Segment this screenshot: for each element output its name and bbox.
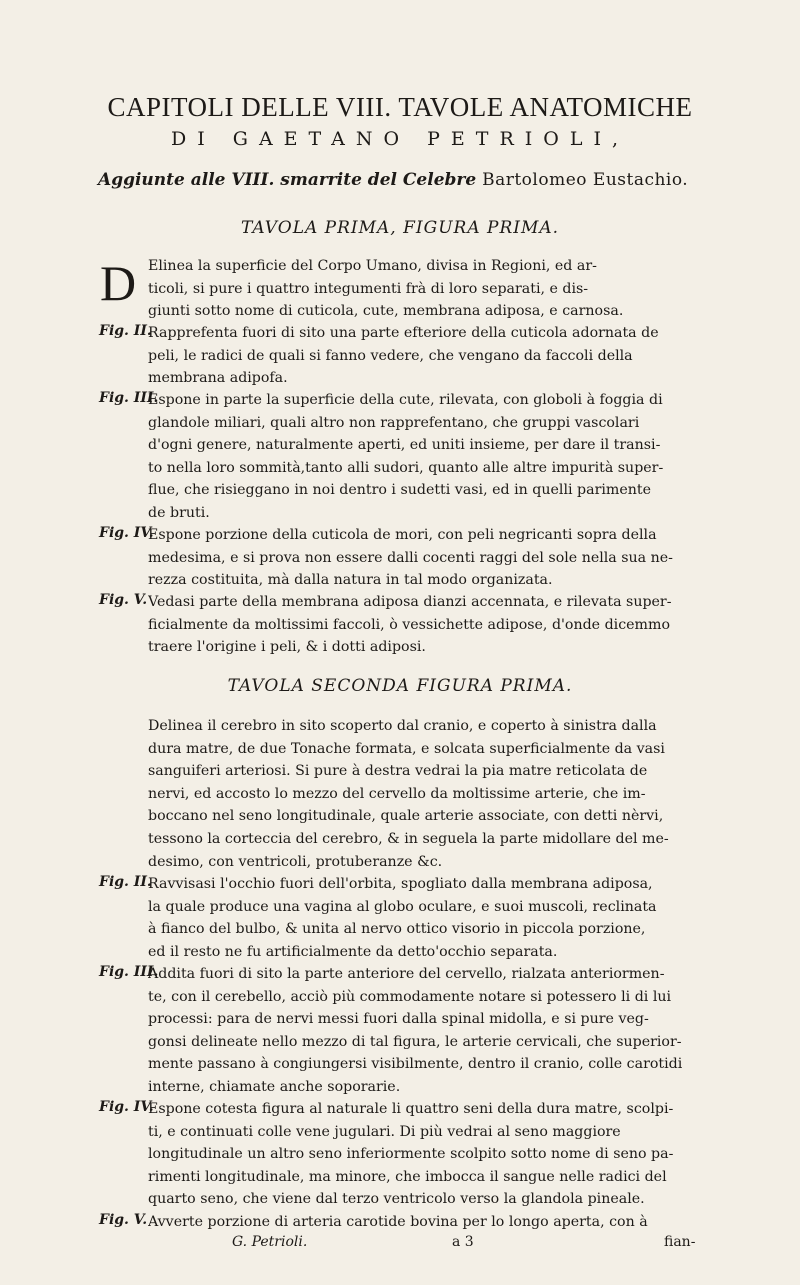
text-line: Elinea la superficie del Corpo Umano, divisa in Regioni, ed ar- — [148, 258, 597, 274]
text-line: traere l'origine i peli, & i dotti adiposi. — [148, 639, 426, 656]
section-title-tavola-seconda: TAVOLA SECONDA FIGURA PRIMA. — [227, 676, 573, 696]
fig-label: Fig. V. — [99, 592, 148, 608]
text-line: Espone cotesta figura al naturale li quattro seni della dura matre, scolpi- — [148, 1101, 674, 1117]
text-line: ti, e continuati colle vene jugulari. Di più vedrai al seno maggiore — [148, 1123, 621, 1140]
fig-label: Fig. III. — [99, 390, 159, 406]
subtitle — [98, 170, 688, 190]
paragraph-tav1-fig3 — [148, 389, 718, 525]
text-line: processi: para de nervi messi fuori dalla spinal midolla, e si pure veg- — [148, 1011, 649, 1028]
text-line: rimenti longitudinale, ma minore, che imbocca il sangue nelle radici del — [148, 1168, 667, 1185]
paragraph-tav2-fig4 — [148, 1098, 718, 1211]
section-title-tavola-prima: TAVOLA PRIMA, FIGURA PRIMA. — [240, 218, 560, 238]
text-line: Espone porzione della cuticola de mori, con peli negricanti sopra della — [148, 527, 657, 543]
paragraph-tav1-fig4 — [148, 524, 718, 592]
text-line: giunti sotto nome di cuticola, cute, membrana adiposa, e carnosa. — [148, 303, 624, 320]
text-line: Ravvisasi l'occhio fuori dell'orbita, spogliato dalla membrana adiposa, — [148, 876, 653, 892]
fig-label: Fig. IV. — [99, 1099, 154, 1115]
text-line: Delinea il cerebro in sito scoperto dal cranio, e coperto à sinistra dalla — [148, 718, 657, 734]
text-line: sanguiferi arteriosi. Si pure à destra vedrai la pia matre reticolata de — [148, 763, 648, 780]
paragraph-tav2-fig1 — [148, 715, 718, 873]
text-line: Avverte porzione di arteria carotide bovina per lo longo aperta, con à — [148, 1214, 648, 1230]
text-line: à fianco del bulbo, & unita al nervo ottico visorio in piccola porzione, — [148, 921, 646, 938]
text-line: nervi, ed accosto lo mezzo del cervello da moltissime arterie, che im- — [148, 785, 646, 802]
text-line: Rapprefenta fuori di sito una parte efteriore della cuticola adornata de — [148, 325, 659, 341]
text-line: tessono la corteccia del cerebro, & in seguela la parte midollare del me- — [148, 830, 669, 847]
drop-cap: D — [100, 255, 137, 311]
signature-mark: a 3 — [452, 1234, 474, 1250]
fig-label: Fig. II. — [99, 874, 152, 890]
paragraph-tav1-fig2 — [148, 322, 718, 390]
paragraph-tav1-fig5 — [148, 591, 718, 659]
text-line: mente passano à congiungersi visibilmente, dentro il cranio, colle carotidi — [148, 1056, 683, 1073]
text-line: longitudinale un altro seno inferiormente scolpito sotto nome di seno pa- — [148, 1146, 674, 1163]
text-line: boccano nel seno longitudinale, quale arterie associate, con detti nèrvi, — [148, 808, 664, 825]
text-line: gonsi delineate nello mezzo di tal figura, le arterie cervicali, che superior- — [148, 1033, 682, 1050]
text-line: ed il resto ne fu artificialmente da detto'occhio separata. — [148, 943, 558, 960]
text-line: membrana adipofa. — [148, 370, 288, 387]
text-line: flue, che risieggano in noi dentro i sudetti vasi, ed in quelli parimente — [148, 482, 651, 499]
chapter-title: CAPITOLI DELLE VIII. TAVOLE ANATOMICHE — [107, 92, 693, 122]
fig-label: Fig. IV. — [99, 525, 154, 541]
text-line: d'ogni genere, naturalmente aperti, ed uniti insieme, per dare il transi- — [148, 437, 661, 454]
fig-label: Fig. V. — [99, 1212, 148, 1228]
author-line: DI GAETANO PETRIOLI, — [170, 128, 630, 150]
paragraph-tav2-fig3 — [148, 963, 718, 1099]
catchword: fian- — [664, 1234, 696, 1250]
text-line: te, con il cerebello, acciò più commodamente notare si potessero li di lui — [148, 988, 672, 1005]
text-line: medesima, e si prova non essere dalli cocenti raggi del sole nella sua ne- — [148, 549, 673, 566]
text-line: Vedasi parte della membrana adiposa dianzi accennata, e rilevata super- — [148, 594, 672, 610]
fig-label: Fig. II. — [99, 323, 152, 339]
text-line: rezza costituita, mà dalla natura in tal modo organizata. — [148, 572, 553, 589]
text-line: glandole miliari, quali altro non rapprefentano, che gruppi vascolari — [148, 414, 640, 431]
text-line: desimo, con ventricoli, protuberanze &c. — [148, 853, 443, 870]
text-line: Espone in parte la superficie della cute, rilevata, con globoli à foggia di — [148, 392, 663, 408]
paragraph-tav1-fig1 — [148, 255, 718, 323]
text-line: dura matre, de due Tonache formata, e solcata superficialmente da vasi — [148, 740, 665, 757]
footer-author: G. Petrioli. — [232, 1234, 308, 1250]
text-line: la quale produce una vagina al globo oculare, e suoi muscoli, reclinata — [148, 898, 657, 915]
text-line: Addita fuori di sito la parte anteriore del cervello, rialzata anteriormen- — [148, 966, 665, 982]
text-line: ficialmente da moltissimi faccoli, ò vessichette adipose, d'onde dicemmo — [148, 616, 671, 633]
paragraph-tav2-fig2 — [148, 873, 718, 963]
text-line: peli, le radici de quali si fanno vedere, che vengano da faccoli della — [148, 347, 633, 364]
subtitle-italic: Aggiunte alle VIII. smarrite del Celebre — [98, 170, 477, 190]
text-line: quarto seno, che viene dal terzo ventricolo verso la glandola pineale. — [148, 1191, 645, 1208]
paragraph-tav2-fig5 — [148, 1211, 718, 1234]
subtitle-name: Bartolomeo Eustachio. — [482, 170, 689, 190]
text-line: ticoli, si pure i quattro integumenti frà di loro separati, e dis- — [148, 280, 589, 297]
text-line: to nella loro sommità,tanto alli sudori, quanto alle altre impurità super- — [148, 459, 664, 476]
text-line: de bruti. — [148, 504, 210, 521]
fig-label: Fig. III. — [99, 964, 159, 980]
text-line: interne, chiamate anche soporarie. — [148, 1078, 401, 1095]
